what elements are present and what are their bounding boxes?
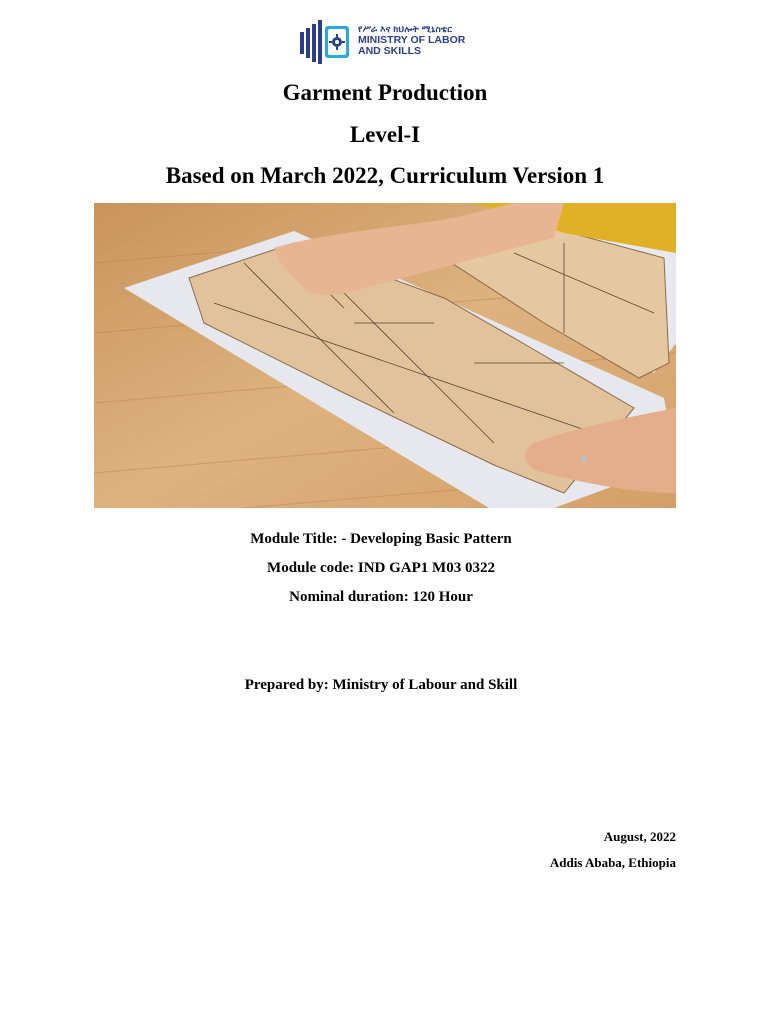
logo-line-2: AND SKILLS	[358, 45, 421, 57]
logo-amharic-text: የሥራ እና ክህሎት ሚኒስቴር	[358, 24, 453, 34]
publication-place: Addis Ababa, Ethiopia	[549, 855, 676, 870]
module-code: Module code: IND GAP1 M03 0322	[267, 560, 495, 576]
logo-line-1: MINISTRY OF LABOR	[358, 34, 466, 46]
logo-wordmark	[358, 24, 465, 57]
ministry-logo	[298, 18, 478, 66]
gear-bars-logo-icon	[298, 18, 354, 66]
document-level: Level-I	[349, 122, 421, 147]
module-title: Module Title: - Developing Basic Pattern	[250, 531, 512, 547]
nominal-duration: Nominal duration: 120 Hour	[289, 589, 473, 605]
pattern-making-photo	[94, 203, 676, 508]
prepared-by: Prepared by: Ministry of Labour and Skill	[244, 677, 518, 693]
publication-date: August, 2022	[603, 829, 676, 844]
document-curriculum: Based on March 2022, Curriculum Version 1	[165, 163, 605, 188]
document-title: Garment Production	[282, 80, 488, 105]
cover-photo	[94, 203, 676, 508]
